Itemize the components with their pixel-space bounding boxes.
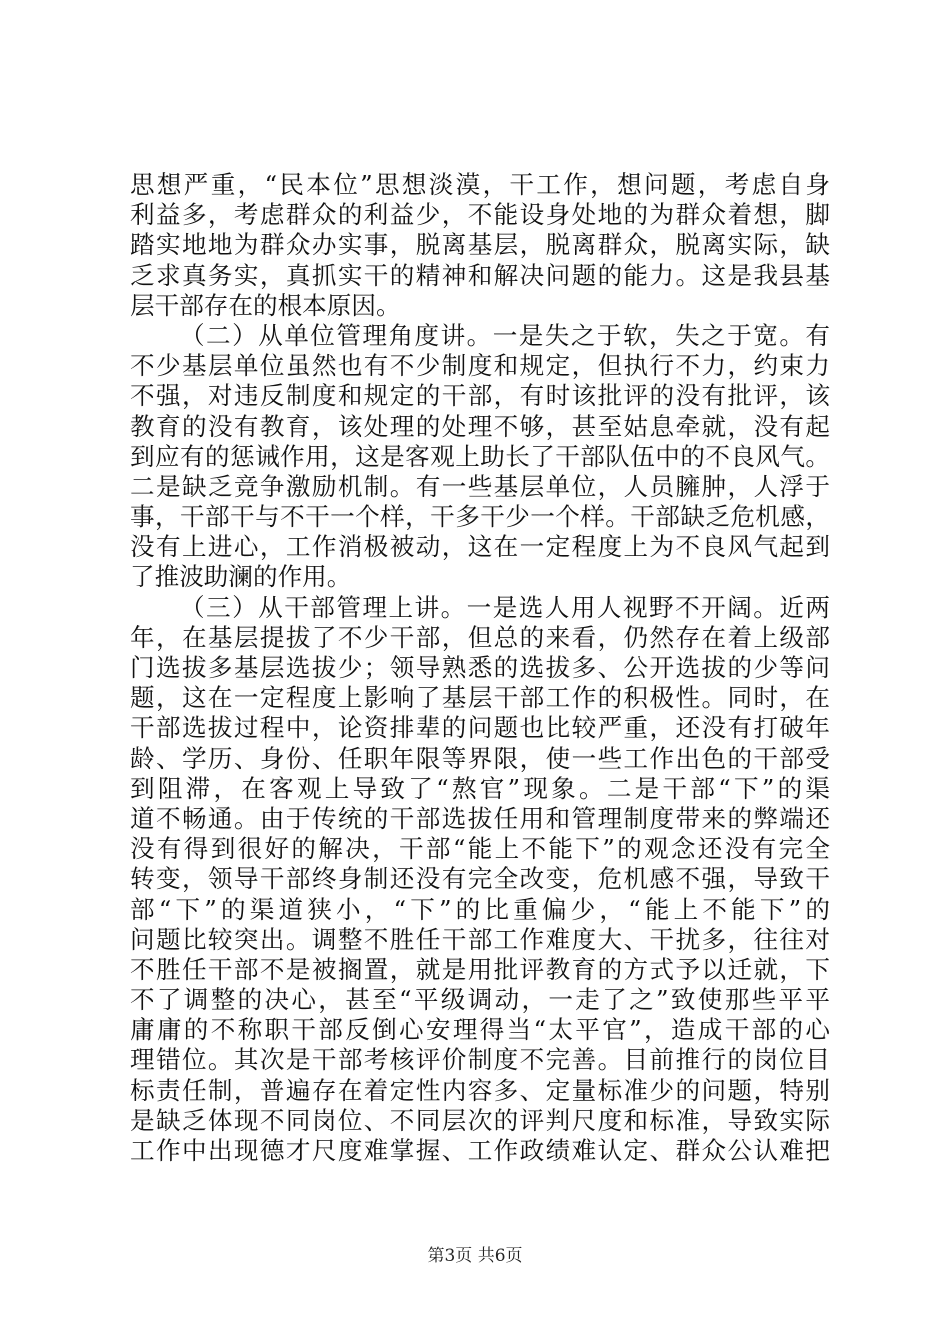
text-line: 没有上进心，工作消极被动，这在一定程度上为不良风气起到 xyxy=(130,532,830,562)
text-line: 理错位。其次是干部考核评价制度不完善。目前推行的岗位目 xyxy=(130,1045,830,1075)
text-line: 干部选拔过程中，论资排辈的问题也比较严重，还没有打破年 xyxy=(130,713,830,743)
text-line: 不强，对违反制度和规定的干部，有时该批评的没有批评，该 xyxy=(130,381,830,411)
text-line: 踏实地地为群众办实事，脱离基层，脱离群众，脱离实际，缺 xyxy=(130,230,830,260)
text-line: 层干部存在的根本原因。 xyxy=(130,290,401,320)
text-line: 思想严重，“民本位”思想淡漠，干工作，想问题，考虑自身 xyxy=(130,170,830,199)
text-line: 庸庸的不称职干部反倒心安理得当“太平官”，造成干部的心 xyxy=(130,1015,830,1045)
text-line: 教育的没有教育，该处理的处理不够，甚至姑息牵就，没有起 xyxy=(130,411,830,441)
text-line: 不胜任干部不是被搁置，就是用批评教育的方式予以迁就，下 xyxy=(130,954,830,984)
text-line: 龄、学历、身份、任职年限等界限，使一些工作出色的干部受 xyxy=(130,743,830,773)
text-line: 到应有的惩诫作用，这是客观上助长了干部队伍中的不良风气。 xyxy=(130,441,830,471)
text-line: 是缺乏体现不同岗位、不同层次的评判尺度和标准，导致实际 xyxy=(130,1105,830,1135)
text-line: 到阻滞，在客观上导致了“熬官”现象。二是干部“下”的渠 xyxy=(130,773,830,803)
text-line: 问题比较突出。调整不胜任干部工作难度大、干扰多，往往对 xyxy=(130,924,830,954)
paragraph-start-line: （二）从单位管理角度讲。一是失之于软，失之于宽。有 xyxy=(180,320,830,350)
text-line: 标责任制，普遍存在着定性内容多、定量标准少的问题，特别 xyxy=(130,1075,830,1105)
text-line: 部“下”的渠道狭小，“下”的比重偏少，“能上不能下”的 xyxy=(130,894,830,924)
page-number-footer: 第3页 共6页 xyxy=(427,1246,523,1266)
text-line: 转变，领导干部终身制还没有完全改变，危机感不强，导致干 xyxy=(130,864,830,894)
text-line: 道不畅通。由于传统的干部选拔任用和管理制度带来的弊端还 xyxy=(130,803,830,833)
text-line: 年，在基层提拔了不少干部，但总的来看，仍然存在着上级部 xyxy=(130,622,830,652)
text-line: 工作中出现德才尺度难掌握、工作政绩难认定、群众公认难把 xyxy=(130,1136,830,1165)
text-line: 题，这在一定程度上影响了基层干部工作的积极性。同时，在 xyxy=(130,683,830,713)
paragraph-start-line: （三）从干部管理上讲。一是选人用人视野不开阔。近两 xyxy=(180,592,830,622)
text-line: 乏求真务实，真抓实干的精神和解决问题的能力。这是我县基 xyxy=(130,260,830,290)
text-line: 利益多，考虑群众的利益少，不能设身处地的为群众着想，脚 xyxy=(130,200,830,230)
text-line: 没有得到很好的解决，干部“能上不能下”的观念还没有完全 xyxy=(130,834,830,864)
document-body xyxy=(130,170,830,1166)
text-line: 门选拔多基层选拔少；领导熟悉的选拔多、公开选拔的少等问 xyxy=(130,653,830,682)
text-line: 不少基层单位虽然也有不少制度和规定，但执行不力，约束力 xyxy=(130,351,830,381)
text-line: 事，干部干与不干一个样，干多干少一个样。干部缺乏危机感， xyxy=(130,502,830,532)
text-line: 二是缺乏竞争激励机制。有一些基层单位，人员臃肿，人浮于 xyxy=(130,471,830,501)
text-line: 了推波助澜的作用。 xyxy=(130,562,352,592)
text-line: 不了调整的决心，甚至“平级调动，一走了之”致使那些平平 xyxy=(130,985,830,1015)
